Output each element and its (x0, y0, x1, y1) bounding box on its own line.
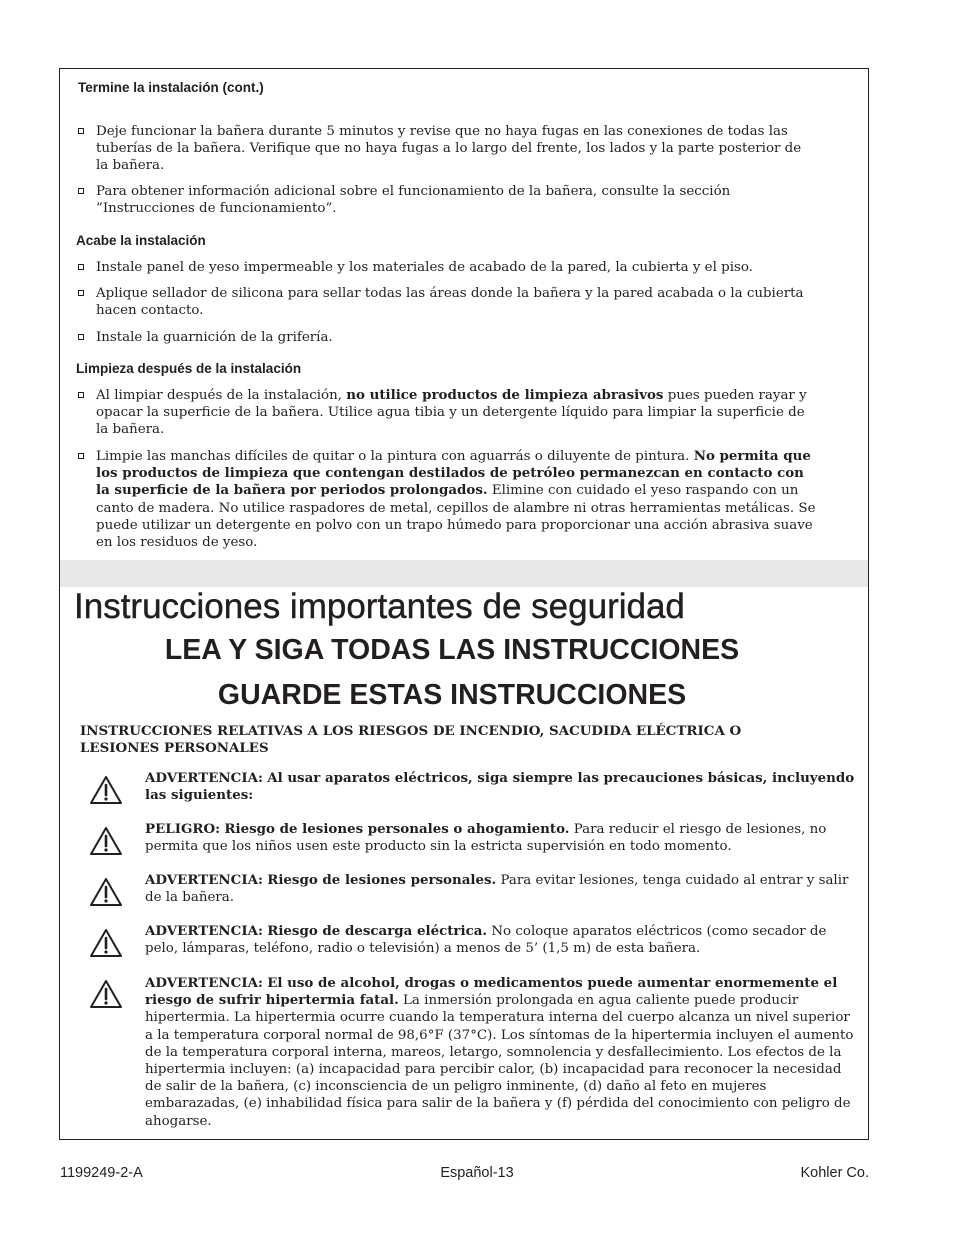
list-item (77, 259, 817, 276)
footer-company: Kohler Co. (800, 1165, 869, 1181)
checkbox-bullet-icon (78, 264, 84, 270)
section-divider-band (60, 560, 868, 587)
warning-text: La inmersión prolongada en agua caliente puede producir hipertermia. La hipertermia ocurre cuando la temperatura interna del cuerpo alcanza un nivel superior a la temperatura corporal normal de 98,6°F (37°C). Los síntomas de la hipertermia incluyen el aumento de la temperatura corporal interna, mareos, letargo, somnolencia y desfallecimiento. Los efectos de la hipertermia incluyen: (a) incapacidad para percibir calor, (b) incapacidad para reconocer la necesidad de salir de la bañera, (c) inconsciencia de un peligro inminente, (d) daño al feto en mujeres embarazadas, (e) inhabilidad física para salir de la bañera y (f) pérdida del conocimiento con peligro de ahogarse. (145, 993, 854, 1129)
warning-item (145, 821, 857, 855)
checkbox-bullet-icon (78, 128, 84, 134)
stain-text-post: Elimine con cuidado el yeso raspando con un canto de madera. No utilice raspadores de metal, cepillos de alambre ni otras herramientas metálicas. Se puede utilizar un detergente en polvo con un trapo húmedo para proporcionar una acción abrasiva suave en los residuos de yeso. (96, 483, 816, 551)
warning-triangle-icon (88, 927, 124, 959)
safety-subtitle-read: LEA Y SIGA TODAS LAS INSTRUCCIONES (164, 634, 740, 666)
list-item (77, 183, 817, 217)
section-heading-finish-install: Termine la instalación (cont.) (78, 80, 264, 95)
warning-item (145, 923, 857, 957)
list-item (77, 123, 817, 175)
list-item-text: Deje funcionar la bañera durante 5 minutos y revise que no haya fugas en las conexiones de todas las tuberías de la bañera. Verifique que no haya fugas a lo largo del frente, los lados y la parte posterior de la bañera. (96, 124, 802, 174)
risk-heading: INSTRUCCIONES RELATIVAS A LOS RIESGOS DE INCENDIO, SACUDIDA ELÉCTRICA O LESIONES PERSONALES (80, 723, 742, 757)
footer-doc-number: 1199249-2-A (60, 1165, 143, 1181)
checkbox-bullet-icon (78, 290, 84, 296)
warning-label: ADVERTENCIA: (145, 872, 263, 888)
footer-page-label: Español-13 (440, 1165, 514, 1181)
checkbox-bullet-icon (78, 392, 84, 398)
warning-triangle-icon (88, 774, 124, 806)
list-item (77, 448, 817, 551)
warning-label: ADVERTENCIA: (145, 770, 263, 786)
warning-label: ADVERTENCIA: (145, 923, 263, 939)
checkbox-bullet-icon (78, 453, 84, 459)
warning-bold-text: Riesgo de lesiones personales. (267, 872, 497, 888)
warning-bold-text: Riesgo de lesiones personales o ahogamiento. (224, 821, 570, 837)
cleaning-text-pre: Al limpiar después de la instalación, (96, 388, 342, 403)
list-item-text: Aplique sellador de silicona para sellar todas las áreas donde la bañera y la pared acabada o la cubierta hacen contacto. (96, 286, 804, 319)
stain-text-bold: No permita que los productos de limpieza que contengan destilados de petróleo permanezcan en contacto con la superficie de la bañera por periodos prolongados. (96, 448, 811, 499)
warning-triangle-icon (88, 825, 124, 857)
list-item (77, 285, 817, 319)
warning-item (145, 975, 857, 1130)
checkbox-bullet-icon (78, 188, 84, 194)
warning-text: No coloque aparatos eléctricos (como secador de pelo, lámparas, teléfono, radio o televisión) a menos de 5’ (1,5 m) de esta bañera. (145, 924, 827, 957)
warning-text: Para reducir el riesgo de lesiones, no permita que los niños usen este producto sin la estricta supervisión en todo momento. (145, 822, 827, 855)
warning-triangle-icon (88, 978, 124, 1010)
warning-bold-text: Riesgo de descarga eléctrica. (267, 923, 488, 939)
list-item-text: Instale panel de yeso impermeable y los materiales de acabado de la pared, la cubierta y el piso. (96, 260, 753, 275)
safety-title: Instrucciones importantes de seguridad (74, 587, 685, 626)
stain-text-pre: Limpie las manchas difíciles de quitar o la pintura con aguarrás o diluyente de pintura. (96, 449, 690, 464)
list-item-text (96, 448, 817, 551)
warning-item (145, 770, 857, 804)
warning-text: Para evitar lesiones, tenga cuidado al entrar y salir de la bañera. (145, 873, 849, 906)
safety-subtitle-save: GUARDE ESTAS INSTRUCCIONES (217, 679, 687, 711)
checkbox-bullet-icon (78, 334, 84, 340)
list-item-text: Para obtener información adicional sobre el funcionamiento de la bañera, consulte la sección ”Instrucciones de funcionamiento”. (96, 184, 731, 217)
warning-bold-text: El uso de alcohol, drogas o medicamentos puede aumentar enormemente el riesgo de sufrir hipertermia fatal. (145, 975, 838, 1009)
cleaning-text-post: pues pueden rayar y opacar la superficie de la bañera. Utilice agua tibia y un detergente líquido para limpiar la superficie de la bañera. (96, 388, 807, 438)
section-heading-cleaning: Limpieza después de la instalación (76, 361, 302, 376)
list-item-text: Instale la guarnición de la grifería. (96, 330, 333, 345)
list-item-text (96, 387, 817, 439)
warning-item (145, 872, 857, 906)
list-item (77, 387, 817, 439)
warning-label: ADVERTENCIA: (145, 975, 263, 991)
section-heading-complete-install: Acabe la instalación (76, 233, 206, 248)
cleaning-text-bold: no utilice productos de limpieza abrasivos (346, 387, 664, 403)
list-item (77, 329, 817, 346)
warning-bold-text: Al usar aparatos eléctricos, siga siempre las precauciones básicas, incluyendo las siguientes: (145, 770, 855, 804)
warning-label: PELIGRO: (145, 821, 221, 837)
warning-triangle-icon (88, 876, 124, 908)
